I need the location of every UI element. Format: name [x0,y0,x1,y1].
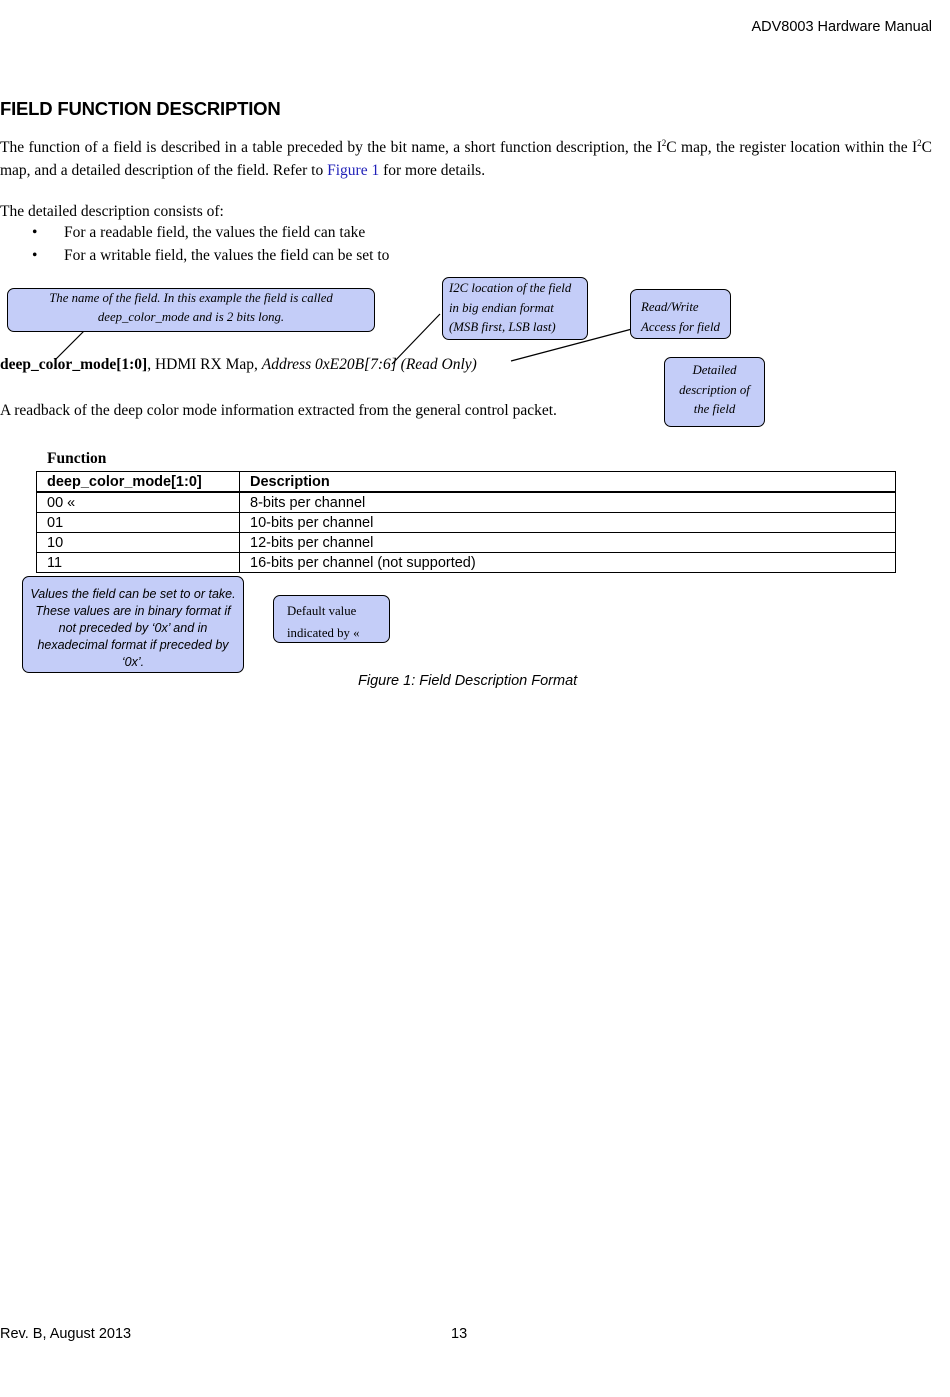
table-cell-description: 12-bits per channel [240,533,896,553]
function-label: Function [47,450,107,467]
callout-detailed-description: Detailed description of the field [664,357,765,427]
callout-default-value: Default value indicated by « [273,595,390,643]
table-cell-description: 10-bits per channel [240,513,896,533]
footer-revision: Rev. B, August 2013 [0,1326,132,1342]
callout-read-write: Read/Write Access for field [630,289,731,339]
figure-caption: Figure 1: Field Description Format [358,673,578,689]
callout-i2c-location: I2C location of the field in big endian format (MSB first, LSB last) [442,277,588,340]
table-row [37,553,896,573]
page-header: ADV8003 Hardware Manual [751,19,932,35]
intro-text-4: for more details. [379,162,486,180]
detail-intro: The detailed description consists of: [0,203,224,220]
intro-superscript-1: 2 [661,138,667,148]
callout-field-name: The name of the field. In this example the field is called deep_color_mode and is 2 bits long. [7,288,375,332]
field-definition [0,356,477,374]
field-description: A readback of the deep color mode information extracted from the general control packet. [0,402,557,419]
figure-1-link[interactable]: Figure 1 [327,162,380,180]
intro-text-1: The function of a field is described in a table preceded by the bit name, a short function description, the I [0,139,662,157]
bullet-icon: • [32,224,38,241]
intro-text-2: C map, the register location within the I [666,139,918,157]
table-cell-value: 00 « [37,492,240,513]
table-row [37,513,896,533]
table-row [37,492,896,513]
bullet-text: For a readable field, the values the field can take [64,224,366,241]
bullet-text: For a writable field, the values the field can be set to [64,247,390,264]
table-cell-value: 10 [37,533,240,553]
function-table [36,471,896,573]
table-cell-value: 11 [37,553,240,573]
table-cell-description: 8-bits per channel [240,492,896,513]
table-header-row [37,472,896,493]
field-name: deep_color_mode[1:0] [0,356,148,373]
table-cell-value: 01 [37,513,240,533]
field-map: , HDMI RX Map, [147,356,262,373]
bullet-icon: • [32,247,38,264]
intro-text-3: C map, and a detailed description of the field. Refer to [0,139,933,180]
page-number: 13 [451,1326,468,1342]
field-address: Address 0xE20B[7:6] (Read Only) [261,356,477,373]
intro-superscript-2: 2 [917,138,922,148]
table-header-cell: Description [240,472,896,493]
table-cell-description: 16-bits per channel (not supported) [240,553,896,573]
table-header-cell: deep_color_mode[1:0] [37,472,240,493]
section-heading: FIELD FUNCTION DESCRIPTION [0,98,281,119]
callout-values: Values the field can be set to or take. These values are in binary format if not preceded by ‘0x’ and in hexadecimal format if preceded by ‘0x’. [22,576,244,673]
table-row [37,533,896,553]
